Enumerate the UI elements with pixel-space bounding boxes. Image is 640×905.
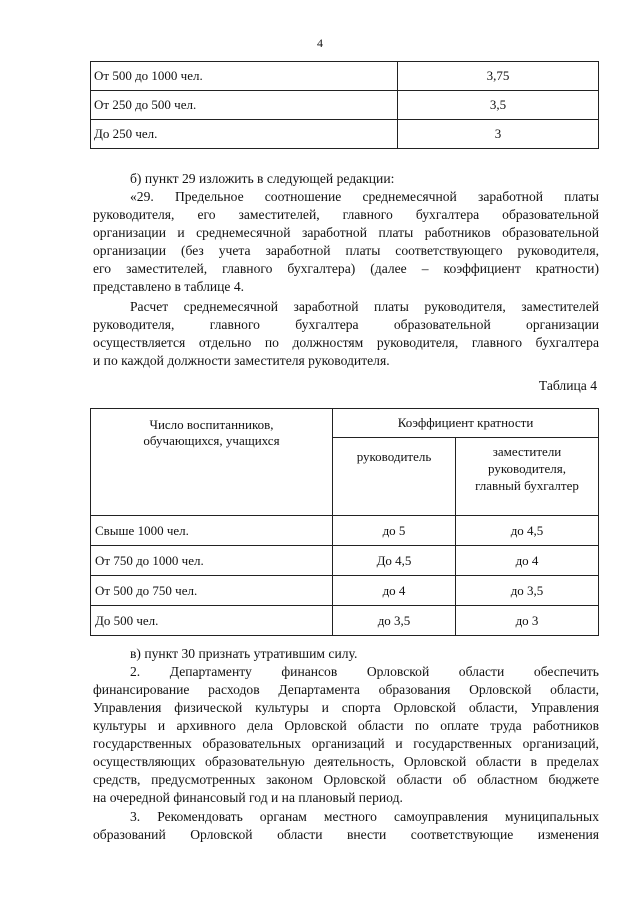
header-coefficient: Коэффициент кратности (333, 409, 599, 438)
paragraph-b: б) пункт 29 изложить в следующей редакции: (130, 171, 395, 186)
table-cell-value: 3,5 (398, 91, 599, 120)
paragraph-line: руководителя, его заместителей, главного бухгалтера образовательной (93, 207, 599, 222)
table-cell-head: До 4,5 (333, 546, 456, 576)
table-cell-label: До 250 чел. (91, 120, 398, 149)
paragraph-line: руководителя, главного бухгалтера образовательной организации (93, 317, 599, 332)
multiplicity-coefficient-table (90, 408, 599, 636)
table-cell-label: От 500 до 1000 чел. (91, 62, 398, 91)
paragraph-line: осуществляющих образовательную деятельность, Орловской области в пределах (93, 754, 599, 769)
table-cell-head: до 5 (333, 516, 456, 546)
table-row (91, 516, 599, 546)
header-pupils-count (91, 409, 333, 516)
table-cell-head: до 4 (333, 576, 456, 606)
table-row (91, 62, 599, 91)
header-line: Число воспитанников, (149, 417, 274, 432)
paragraph-line: и по каждой должности заместителя руководителя. (93, 353, 390, 368)
coefficient-table-continued (90, 61, 599, 149)
table-cell-label: От 250 до 500 чел. (91, 91, 398, 120)
paragraph-line: образований Орловской области внести соответствующие изменения (93, 827, 599, 842)
header-line: заместители (492, 444, 562, 459)
paragraph-line: осуществляется отдельно по должностям руководителя, главного бухгалтера (93, 335, 599, 350)
table-caption: Таблица 4 (538, 378, 597, 393)
paragraph-2 (93, 663, 599, 807)
header-line: главный бухгалтер (475, 478, 579, 493)
table-cell-value: 3,75 (398, 62, 599, 91)
paragraph-line: финансирование расходов Департамента образования Орловской области, (93, 682, 599, 697)
paragraph-line: 2. Департаменту финансов Орловской области обеспечить (130, 664, 599, 679)
paragraph-line: представлено в таблице 4. (93, 279, 245, 294)
table-cell-deputy: до 4,5 (456, 516, 599, 546)
paragraph-line: его заместителей, главного бухгалтера) (далее – коэффициент кратности) (93, 261, 599, 276)
table-row (91, 606, 599, 636)
table-cell-deputy: до 3 (456, 606, 599, 636)
paragraph-calculation (93, 298, 599, 370)
table-cell-head: до 3,5 (333, 606, 456, 636)
table-cell-value: 3 (398, 120, 599, 149)
table-cell-label: От 750 до 1000 чел. (91, 546, 333, 576)
paragraph-line: культуры и архивного дела Орловской области по оплате труда работников (93, 718, 599, 733)
paragraph-line: средств, предусмотренных законом Орловской области об областном бюджете (93, 772, 599, 787)
paragraph-line: организации и среднемесячной заработной платы работников образовательной (93, 225, 599, 240)
table-cell-label: До 500 чел. (91, 606, 333, 636)
page-number: 4 (317, 36, 323, 50)
paragraph-line: Управления физической культуры и спорта Орловской области, Управления (93, 700, 599, 715)
paragraph-v: в) пункт 30 признать утратившим силу. (130, 646, 358, 661)
table-row (91, 546, 599, 576)
paragraph-29 (93, 188, 599, 296)
table-row (91, 120, 599, 149)
table-cell-deputy: до 3,5 (456, 576, 599, 606)
paragraph-line: 3. Рекомендовать органам местного самоуправления муниципальных (130, 809, 599, 824)
paragraph-line: Расчет среднемесячной заработной платы руководителя, заместителей (130, 299, 599, 314)
header-line: обучающихся, учащихся (143, 433, 280, 448)
table-cell-label: От 500 до 750 чел. (91, 576, 333, 606)
paragraph-line: «29. Предельное соотношение среднемесячной заработной платы (130, 189, 599, 204)
table-row (91, 91, 599, 120)
table-cell-label: Свыше 1000 чел. (91, 516, 333, 546)
table-row (91, 576, 599, 606)
header-line: руководителя, (488, 461, 566, 476)
header-deputies (456, 438, 599, 516)
paragraph-line: организации (без учета заработной платы соответствующего руководителя, (93, 243, 599, 258)
table-header-row (91, 409, 599, 438)
table-cell-deputy: до 4 (456, 546, 599, 576)
paragraph-3 (93, 808, 599, 844)
header-head: руководитель (333, 438, 456, 516)
paragraph-line: на очередной финансовый год и на плановый период. (93, 790, 403, 805)
paragraph-line: государственных образовательных организаций и государственных организаций, (93, 736, 599, 751)
